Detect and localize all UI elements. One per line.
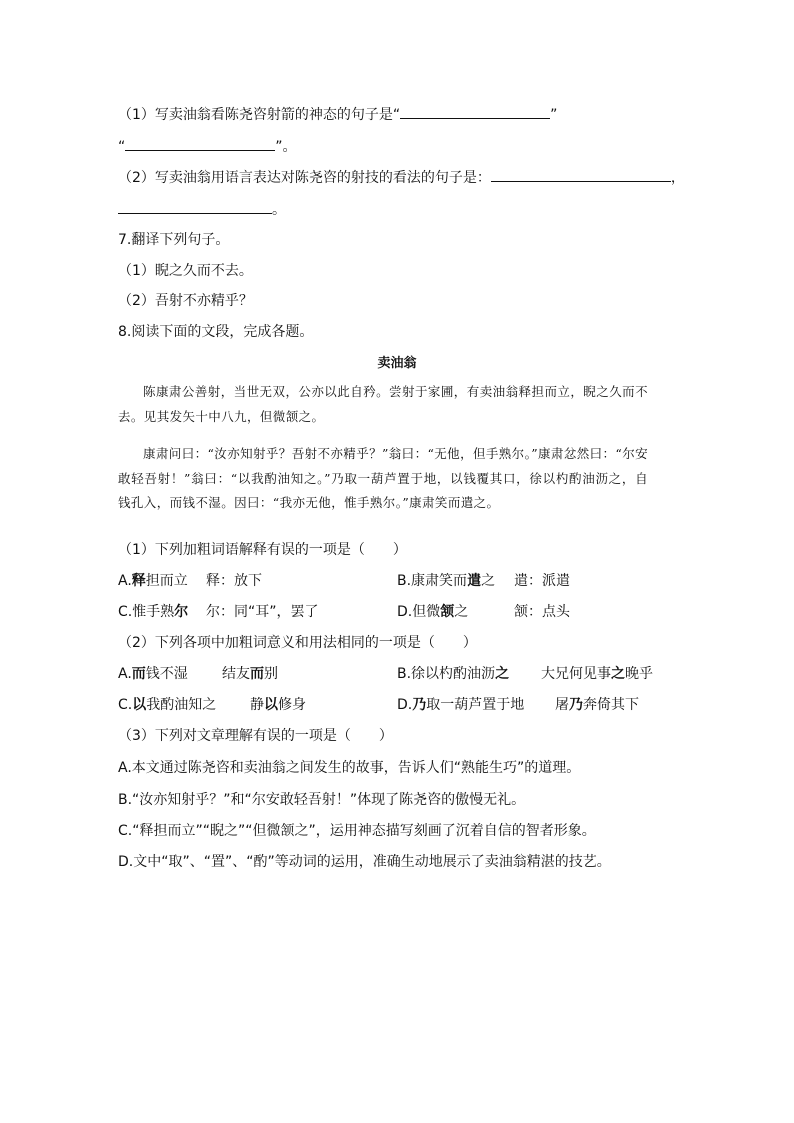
answer-blank[interactable] — [125, 136, 275, 151]
q8-sub1-gloss-d: 颔：点头 — [514, 604, 570, 620]
answer-blank[interactable] — [400, 104, 550, 119]
q6-sub2-cont: 。 — [118, 199, 286, 220]
q7-sentence-1: （1）睨之久而不去。 — [118, 263, 253, 279]
passage-title: 卖油翁 — [377, 356, 417, 371]
q8-sub2-pair-d: 屠乃奔倚其下 — [555, 697, 639, 713]
q8-sub1-option-c[interactable]: C.惟手熟尔 — [118, 604, 189, 620]
answer-blank[interactable] — [118, 199, 272, 214]
passage-paragraph-2: 康肃问曰：“汝亦知射乎？吾射不亦精乎？”翁曰：“无他，但手熟尔。”康肃忿然曰：“尔安敢轻吾射！”翁曰：“以我酌油知之。”乃取一葫芦置于地，以钱覆其口，徐以杓酌油沥之，自钱孔入，而钱不湿。因曰：“我亦无他，惟手熟尔。”康肃笑而遣之。 — [118, 446, 649, 510]
q8-sub1-stem: （1）下列加粗词语解释有误的一项是（ ） — [118, 542, 407, 558]
q8-sub1-option-b[interactable]: B.康肃笑而遣之 — [397, 573, 496, 589]
q8-sub3-stem: （3）下列对文章理解有误的一项是（ ） — [118, 728, 393, 744]
q8-sub3-option-c[interactable]: C.“释担而立”“睨之”“但微颔之”，运用神态描写刻画了沉着自信的智者形象。 — [118, 823, 596, 839]
q8-sub2-option-c[interactable]: C.以我酌油知之 — [118, 697, 217, 713]
answer-blank[interactable] — [491, 167, 671, 182]
q8-sub1-gloss-b: 遣：派遣 — [514, 573, 570, 589]
q8-sub2-stem: （2）下列各项中加粗词意义和用法相同的一项是（ ） — [118, 635, 477, 651]
q8-sub1-option-d[interactable]: D.但微颔之 — [397, 604, 469, 620]
q8-sub1-gloss-c: 尔：同“耳”，罢了 — [206, 604, 319, 620]
q8-sub1-option-a[interactable]: A.释担而立 — [118, 573, 188, 589]
q8-sub2-option-d[interactable]: D.乃取一葫芦置于地 — [397, 697, 525, 713]
q8-sub1-gloss-a: 释：放下 — [206, 573, 262, 589]
q8-sub2-option-b[interactable]: B.徐以杓酌油沥之 — [397, 666, 510, 682]
q8-sub2-pair-a: 结友而别 — [222, 666, 278, 682]
passage-paragraph-1: 陈康肃公善射，当世无双，公亦以此自矜。尝射于家圃，有卖油翁释担而立，睨之久而不去。见其发矢十中八九，但微颔之。 — [118, 384, 648, 424]
q6-sub2-prompt: （2）写卖油翁用语言表达对陈尧咨的射技的看法的句子是： — [118, 170, 491, 186]
q6-sub1: （1）写卖油翁看陈尧咨射箭的神态的句子是“ ” — [118, 104, 557, 125]
q6-sub1-prompt: （1）写卖油翁看陈尧咨射箭的神态的句子是“ — [118, 107, 401, 123]
q8-sub2-option-a[interactable]: A.而钱不湿 — [118, 666, 188, 682]
q7-sentence-2: （2）吾射不亦精乎？ — [118, 293, 253, 309]
q8-sub3-option-a[interactable]: A.本文通过陈尧咨和卖油翁之间发生的故事，告诉人们“熟能生巧”的道理。 — [118, 760, 581, 776]
q6-sub2: （2）写卖油翁用语言表达对陈尧咨的射技的看法的句子是： ， — [118, 167, 685, 188]
q8-sub2-pair-b: 大兄何见事之晚乎 — [541, 666, 653, 682]
q8-sub3-option-d[interactable]: D.文中“取”、“置”、“酌”等动词的运用，准确生动地展示了卖油翁精湛的技艺。 — [118, 854, 611, 870]
q8-heading: 8.阅读下面的文段，完成各题。 — [118, 324, 314, 340]
q8-sub2-pair-c: 静以修身 — [250, 697, 306, 713]
q8-sub3-option-b[interactable]: B.“汝亦知射乎？”和“尔安敢轻吾射！”体现了陈尧咨的傲慢无礼。 — [118, 792, 526, 808]
q6-sub1-cont: “ ”。 — [118, 136, 297, 157]
q7-heading: 7.翻译下列句子。 — [118, 232, 230, 248]
